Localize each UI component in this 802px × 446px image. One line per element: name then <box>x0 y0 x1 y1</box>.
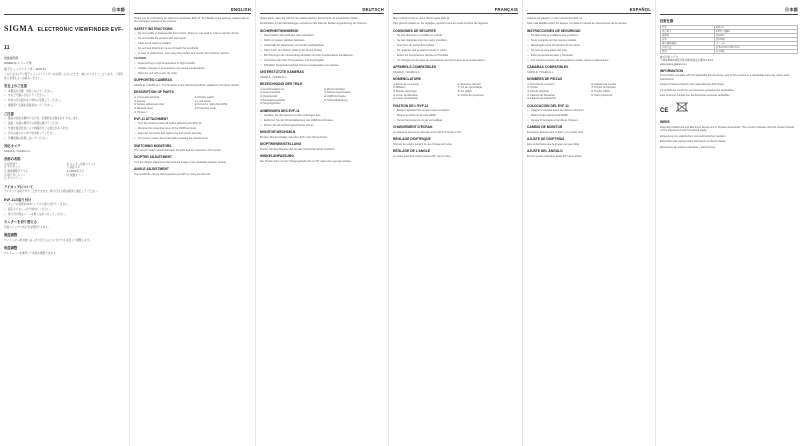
section-heading: INFORMATION <box>660 68 684 73</box>
intro-text: Vielen Dank, dass Sie sich für den elektronischen Sucher EVF-11 entschieden haben. <box>260 17 359 20</box>
body-text: このたびはシグマ電子ビューファインダーをお買い上げいただき、誠にありがとうございます。ご使用前に本書をよくお読みください。 <box>4 73 123 80</box>
section-heading: DIOPTRIENEINSTELLUNG <box>260 142 302 147</box>
table-row: 視度調整範囲 -4 〜 +2 <box>661 42 798 46</box>
column-english: ENGLISH Thank you for purchasing an electronic viewfinder EVF-11. For details of the settings, please refer to the instruction manual of the camera. SAFETY INSTRUCTIONS • Do not modify or disassemble this product. Doing so may lead to a fire or electric shock. • Do not handle the product with wet hands. • Keep out of reach of children. • Do not look directly at the sun through the viewfinder. • In case of malfunction, stop using the product and contact the customer service. CAUTION • Avoid storing in high temperature or high humidity. • Sudden changes in temperature may cause condensation. • Wipe the unit with a soft, dry cloth. SUPPORTED CAMERAS SIGMA fp / SIGMA fp L. The firmware of the camera should be updated to the latest version. DESCRIPTION OF PARTS ① Connector terminal ⑥ Monitor switch ② Eyecup ⑦ Lock screw ③ Diopter adjustment dial ⑧ Screw for using the HDMI ④ Release lever ⑨ Protective cover ⑤ Tilt lever EVF-11 ATTACHMENT • Turn the camera power off before attaching the EVF-11. • Remove the protective cover of the HDMI terminal. • Align the connector and tighten the lock screw securely. • To remove, loosen the screw while pressing the release lever. SWITCHING MONITORS The monitor switch selects between the EVF and the camera's LCD monitor. DIOPTER ADJUSTMENT Turn the diopter adjustment dial until the image in the viewfinder appears clearly. ANGLE ADJUSTMENT The viewfinder can be tilted upward up to 90° by using the tilt lever. <box>130 0 256 446</box>
parts-list: ① Terminal de conexión ⑥ Selector de monitor ② Ocular ⑦ Tornillo de bloqueo ③ Dial de dioptrías ⑧ Tornillo HDMI ④ Palanca de liberación ⑨ Tapa protectora ⑤ Palanca de inclinación <box>527 82 617 101</box>
section-heading: INSTRUCCIONES DE SEGURIDAD <box>527 28 581 33</box>
table-row: 視野率 約100% <box>661 34 798 38</box>
section-heading: アイカップについて <box>4 184 34 189</box>
contact-block: 株式会社シグマ 〒215-8530 神奈川県川崎市麻生区栗木2-8-15 www.sigma-global.com <box>660 56 713 66</box>
column-german: DEUTSCH Vielen Dank, dass Sie sich für den elektronischen Sucher EVF-11 entschieden haben. Einzelheiten zu den Einstellungen entnehmen Sie bitte der Bedienungsanleitung der Kamera. SICHERHEITSHINWEISE • Das Produkt nicht zerlegen oder verändern. • Nicht mit nassen Händen bedienen. • Außerhalb der Reichweite von Kindern aufbewahren. • Nicht durch den Sucher direkt in die Sonne blicken. • Bei Störungen die Verwendung einstellen und den Kundendienst kontaktieren. • Vermeiden Sie hohe Temperaturen und Feuchtigkeit. • Plötzliche Temperaturwechsel können Kondensation verursachen. UNTERSTÜTZTE KAMERAS SIGMA fp / SIGMA fp L BEZEICHNUNG DER TEILE ① Anschlussklemme ⑥ Monitorschalter ② Augenmuschel ⑦ Sicherungsschraube ③ Dioptrienrad ⑧ HDMI-Schraube ④ Entriegelungshebel ⑨ Schutzabdeckung ⑤ Neigungshebel ANBRINGEN DES EVF-11 • Schalten Sie die Kamera vor dem Anbringen aus. • Entfernen Sie die Schutzabdeckung des HDMI-Anschlusses. • Ziehen Sie die Sicherungsschraube fest an. MONITOR WECHSELN Mit dem Monitorschalter zwischen EVF und LCD wechseln. DIOPTRIENEINSTELLUNG Drehen Sie das Dioptrienrad, bis das Sucherbild scharf erscheint. WINKELANPASSUNG Der Sucher kann mit dem Neigungshebel bis zu 90° nach oben geneigt werden. <box>256 0 389 446</box>
parts-list: ① Borne de connexion ⑥ Sélecteur d'écran ② Œilleton ⑦ Vis de verrouillage ③ Molette dioptrique ⑧ Vis HDMI ④ Levier de libération ⑨ Cache de protection ⑤ Levier d'inclinaison <box>393 82 484 101</box>
intro-text: Thank you for purchasing an electronic viewfinder EVF-11. For details of the settings, please refer to the instruction manual of the camera. <box>134 17 249 24</box>
title-line: SIGMA fp シリーズ用 <box>4 61 32 66</box>
section-heading: SAFETY INSTRUCTIONS <box>134 26 173 31</box>
section-heading: EVF-11の取り付け <box>4 197 32 202</box>
section-heading: WEEE <box>660 120 670 125</box>
section-heading: 対応カメラ <box>4 144 21 149</box>
section-heading: RÉGLAGE DE L'ANGLE <box>393 149 431 154</box>
intro-text: Merci d'avoir choisi le viseur électronique EVF-11. <box>393 17 451 20</box>
section-heading: DIOPTER ADJUSTMENT <box>134 155 172 160</box>
column-header: FRANÇAIS <box>393 7 518 14</box>
section-heading: モニターを切り替える <box>4 220 37 225</box>
column-header: 日本語 <box>4 7 125 15</box>
title-block <box>4 18 125 54</box>
section-heading: CHANGEMENT D'ÉCRAN <box>393 125 433 130</box>
table-row: 倍率 約0.83倍 <box>661 38 798 42</box>
section-heading: NOMENCLATURE <box>393 77 421 82</box>
section-heading: BEZEICHNUNG DER TEILE <box>260 82 303 87</box>
section-heading: DESCRIPTION OF PARTS <box>134 90 174 95</box>
table-row: 質量 約 193g <box>661 50 798 54</box>
section-heading: CONSIGNES DE SÉCURITÉ <box>393 28 436 33</box>
title-line: 取扱説明書 <box>4 56 19 60</box>
column-spanish: ESPAÑOL Gracias por adquirir un visor electrónico EVF-11. Para más detalles sobre los ajustes, consulte el manual de instrucciones de la cámara. INSTRUCCIONES DE SEGURIDAD • No desmonte ni modifique este producto. • No lo manipule con las manos mojadas. • Manténgalo fuera del alcance de los niños. • No mire al sol a través del visor. • Evite temperaturas altas y humedad. • Los cambios bruscos de temperatura pueden causar condensación. CÁMARAS COMPATIBLES SIGMA fp / SIGMA fp L NOMBRES DE PIEZAS ① Terminal de conexión ⑥ Selector de monitor ② Ocular ⑦ Tornillo de bloqueo ③ Dial de dioptrías ⑧ Tornillo HDMI ④ Palanca de liberación ⑨ Tapa protectora ⑤ Palanca de inclinación COLOCACIÓN DEL EVF-11 • Apague la cámara antes de colocar el EVF-11. • Retire la tapa del terminal HDMI. • Apriete firmemente el tornillo de bloqueo. CAMBIO DE MONITOR El selector alterna entre el EVF y el monitor LCD. AJUSTE DE DIOPTRÍAS Gire el dial hasta que la imagen se vea nítida. AJUSTE DEL ÁNGULO El visor puede inclinarse hasta 90° hacia arriba. <box>523 0 656 446</box>
section-heading: ANGLE ADJUSTMENT <box>134 167 169 172</box>
section-heading: UNTERSTÜTZTE KAMERAS <box>260 70 304 75</box>
section-heading: AJUSTE DEL ÁNGULO <box>527 149 563 154</box>
section-heading: CÁMARAS COMPATIBLES <box>527 65 569 70</box>
section-heading: SICHERHEITSHINWEISE <box>260 28 299 33</box>
parts-list: ① 接続端子 ⑥ モニター切替スイッチ ② アイカップ ⑦ 固定ネジ ③ 視度調整ダイヤル ⑧ HDMI用ネジ ④ 取り外しレバー ⑨ 保護カバー ⑤ チルトレバー <box>4 162 96 181</box>
section-heading: 視度調整 <box>4 233 18 238</box>
section-heading: COLOCACIÓN DEL EVF-11 <box>527 103 569 108</box>
section-heading: MONITOR WECHSELN <box>260 130 296 135</box>
brand-logo: SIGMA <box>4 24 34 33</box>
section-heading: ご注意 <box>4 111 14 116</box>
column-header: DEUTSCH <box>260 7 384 14</box>
column-header: ESPAÑOL <box>527 7 651 14</box>
spec-table <box>660 25 798 54</box>
section-heading: ANBRINGEN DES EVF-11 <box>260 108 300 113</box>
parts-list: ① Anschlussklemme ⑥ Monitorschalter ② Augenmuschel ⑦ Sicherungsschraube ③ Dioptrienrad ⑧ HDMI-Schraube ④ Entriegelungshebel ⑨ Schutzabdeckung ⑤ Neigungshebel <box>260 87 351 106</box>
section-heading: FIXATION DE L'EVF-11 <box>393 103 429 108</box>
section-heading: 各部の名称 <box>4 157 21 162</box>
weee-bin-icon <box>675 102 689 112</box>
column-japanese: 日本語 SIGMA ELECTRONIC VIEWFINDER EVF-11 取扱説明書 SIGMA fp シリーズ用 電子ビューファインダー EVF-11 このたびはシグマ電子ビューファインダーをお買い上げいただき、誠にありがとうございます。ご使用前に本書をよくお読みください。 安全上のご注意 • 本製品を分解・改造しないでください。 • 水などで濡らさないでください。 • 幼児の手の届かない場所に保管してください。 • 接眼部で太陽を直接見ないでください。 ご注意 • 製品の性能を維持するため、定期的な点検をおすすめします。 • 高温・多湿の場所での保管は避けてください。 • 急激な温度変化により結露が生じる場合があります。 • 汚れは柔らかい布で拭き取ってください。 • 有機溶剤は使用しないでください。 対応カメラ SIGMA fp / SIGMA fp L 各部の名称 ① 接続端子 ⑥ モニター切替スイッチ ② アイカップ ⑦ 固定ネジ ③ 視度調整ダイヤル ⑧ HDMI用ネジ ④ 取り外しレバー ⑨ 保護カバー ⑤ チルトレバー アイカップについて アイカップは取り外すことができます。取り付ける際は確実に固定してください。 EVF-11の取り付け • カメラの電源をOFFにしてから取り付けてください。 • 固定ネジをしっかり締めてください。 • 取り外す際はレバーを押しながら外してください。 モニターを切り替える 切替スイッチで表示先を選択できます。 視度調整 ファインダー像が最もはっきり見えるようにダイヤルを回して調整します。 角度調整 チルトレバーを操作して角度を調整できます。 <box>0 0 130 446</box>
section-heading: EVF-11 ATTACHMENT <box>134 116 169 121</box>
section-heading: AJUSTE DE DIOPTRÍAS <box>527 137 565 142</box>
section-heading: APPAREILS COMPATIBLES <box>393 65 437 70</box>
column-header: ENGLISH <box>134 7 251 14</box>
section-heading: SUPPORTED CAMERAS <box>134 78 173 83</box>
section-heading: RÉGLAGE DIOPTRIQUE <box>393 137 431 142</box>
section-heading: 安全上のご注意 <box>4 84 28 89</box>
section-heading: 角度調整 <box>4 246 18 251</box>
document-title: ELECTRONIC VIEWFINDER EVF-11 <box>4 27 124 51</box>
table-row: 型式 EVF-11 <box>661 26 798 30</box>
section-heading: WINKELANPASSUNG <box>260 154 294 159</box>
title-line: 電子ビューファインダー EVF-11 <box>4 66 46 71</box>
column-french: FRANÇAIS Merci d'avoir choisi le viseur électronique EVF-11. Pour plus de détails sur les réglages, reportez-vous au mode d'emploi de l'appareil. CONSIGNES DE SÉCURITÉ • Ne pas démonter ni modifier ce produit. • Ne pas manipuler avec les mains mouillées. • Tenir hors de portée des enfants. • Ne regardez pas le soleil à travers le viseur. • Évitez les températures élevées et l'humidité. • Un changement brusque de température peut provoquer de la condensation. APPAREILS COMPATIBLES SIGMA fp / SIGMA fp L NOMENCLATURE ① Borne de connexion ⑥ Sélecteur d'écran ② Œilleton ⑦ Vis de verrouillage ③ Molette dioptrique ⑧ Vis HDMI ④ Levier de libération ⑨ Cache de protection ⑤ Levier d'inclinaison FIXATION DE L'EVF-11 • Mettez l'appareil hors tension avant la fixation. • Retirez le cache de la prise HDMI. • Serrez fermement la vis de verrouillage. CHANGEMENT D'ÉCRAN Le sélecteur permet de basculer entre l'EVF et l'écran LCD. RÉGLAGE DIOPTRIQUE Tournez la molette jusqu'à ce que l'image soit nette. RÉGLAGE DE L'ANGLE Le viseur peut être incliné jusqu'à 90° vers le haut. <box>389 0 523 446</box>
column-specs: 日本語 技術仕様 型式 EVF-11 表示素子 0.5型 有機EL 視野率 約100% 倍率 約0.83倍 視度調整範囲 -4 〜 +2 外形寸法 約 53.2×63.3×50.7mm 質量 約 193g 株式会社シグマ 〒215-8530 神奈川県川崎市麻生区栗木2-8-15 www.sigma-global.com INFORMATION This product complies with the applicable EU directives. Use of this product in a residential area may cause radio interference. Dieses Produkt entspricht den geltenden EU-Richtlinien. Ce produit est conforme aux directives européennes applicables. Este producto cumple con las directivas europeas aplicables. CE WEEE Disposal of Electrical and Electronic Equipment in Private Households. This symbol indicates that this product should not be disposed of with household waste. Entsorgung von elektrischen und elektronischen Geräten. Élimination des équipements électriques et électroniques. Eliminación de equipos eléctricos y electrónicos. <box>660 7 798 149</box>
section-heading: 技術仕様 <box>660 19 674 23</box>
table-row: 表示素子 0.5型 有機EL <box>661 30 798 34</box>
parts-list: ① Connector terminal ⑥ Monitor switch ② Eyecup ⑦ Lock screw ③ Diopter adjustment dial ⑧ Screw for using the HDMI ④ Release lever ⑨ Protective cover ⑤ Tilt lever <box>134 95 228 114</box>
intro-text: Gracias por adquirir un visor electrónico EVF-11. <box>527 17 583 20</box>
section-heading: CAMBIO DE MONITOR <box>527 125 563 130</box>
ce-mark: CE <box>660 99 798 117</box>
column-header: 日本語 <box>660 7 798 15</box>
section-heading: SWITCHING MONITORS <box>134 143 172 148</box>
table-row: 外形寸法 約 53.2×63.3×50.7mm <box>661 46 798 50</box>
section-heading: NOMBRES DE PIEZAS <box>527 77 563 82</box>
